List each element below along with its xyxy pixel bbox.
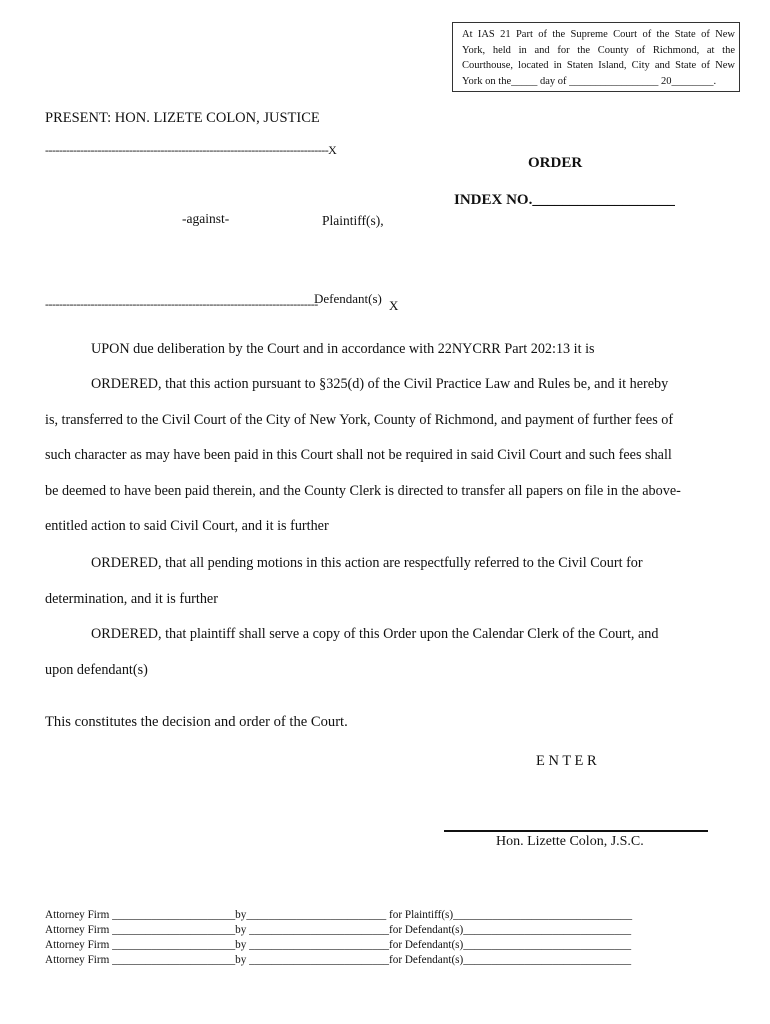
signature-line xyxy=(444,830,708,832)
attorney-line-defendant-3: Attorney Firm ______________________by _________________________for Defendant(s)______________________________ xyxy=(45,954,632,966)
ordered-transfer-line-5: entitled action to said Civil Court, and it is further xyxy=(45,518,329,534)
ordered-transfer-line-4: be deemed to have been paid therein, and the County Clerk is directed to transfer all papers on file in the above- xyxy=(45,483,681,499)
ordered-serve-line-2: upon defendant(s) xyxy=(45,662,148,678)
ordered-motions-line-2: determination, and it is further xyxy=(45,591,218,607)
court-info-line-1: At IAS 21 Part of the Supreme Court of the State of New xyxy=(462,29,735,40)
against-label: -against- xyxy=(182,211,230,226)
defendant-label: Defendant(s) xyxy=(314,291,382,306)
court-info-line-4: York on the_____ day of _________________ 20________. xyxy=(462,75,717,87)
decision-statement: This constitutes the decision and order of the Court. xyxy=(45,714,348,730)
order-title: ORDER xyxy=(528,155,583,171)
ordered-transfer-line-3: such character as may have been paid in this Court shall not be required in said Civil Court and such fees shall xyxy=(45,447,672,463)
ordered-transfer-line-2: is, transferred to the Civil Court of the City of New York, County of Richmond, and payment of further fees of xyxy=(45,412,674,428)
plaintiff-label: Plaintiff(s), xyxy=(322,213,384,228)
attorney-line-defendant-2: Attorney Firm ______________________by _________________________for Defendant(s)______________________________ xyxy=(45,939,632,951)
caption-bottom-rule-x: X xyxy=(389,298,399,313)
caption-bottom-rule: ------------------------------------------------------------------------------ xyxy=(45,297,318,311)
paragraph-upon: UPON due deliberation by the Court and in accordance with 22NYCRR Part 202:13 it is xyxy=(91,341,595,357)
ordered-motions-line-1: ORDERED, that all pending motions in this action are respectfully referred to the Civil Court for xyxy=(91,555,643,571)
present-line: PRESENT: HON. LIZETE COLON, JUSTICE xyxy=(45,110,320,126)
attorney-line-defendant-1: Attorney Firm ______________________by _________________________for Defendant(s)______________________________ xyxy=(45,924,632,936)
caption-top-rule: ---------------------------------------------------------------------------------X xyxy=(45,143,337,157)
enter-label: E N T E R xyxy=(536,753,597,769)
court-info-box xyxy=(452,22,740,92)
index-number: INDEX NO.___________________ xyxy=(454,192,675,208)
judge-signature-name: Hon. Lizette Colon, J.S.C. xyxy=(496,834,644,849)
attorney-line-plaintiff: Attorney Firm ______________________by_________________________ for Plaintiff(s)________________________________ xyxy=(45,909,633,921)
ordered-transfer-line-1: ORDERED, that this action pursuant to §325(d) of the Civil Practice Law and Rules be, and it hereby xyxy=(91,376,669,392)
court-info-line-2: York, held in and for the County of Richmond, at the xyxy=(462,44,735,56)
court-info-line-3: Courthouse, located in Staten Island, City and State of New xyxy=(462,60,735,71)
ordered-serve-line-1: ORDERED, that plaintiff shall serve a copy of this Order upon the Calendar Clerk of the Court, and xyxy=(91,626,659,642)
